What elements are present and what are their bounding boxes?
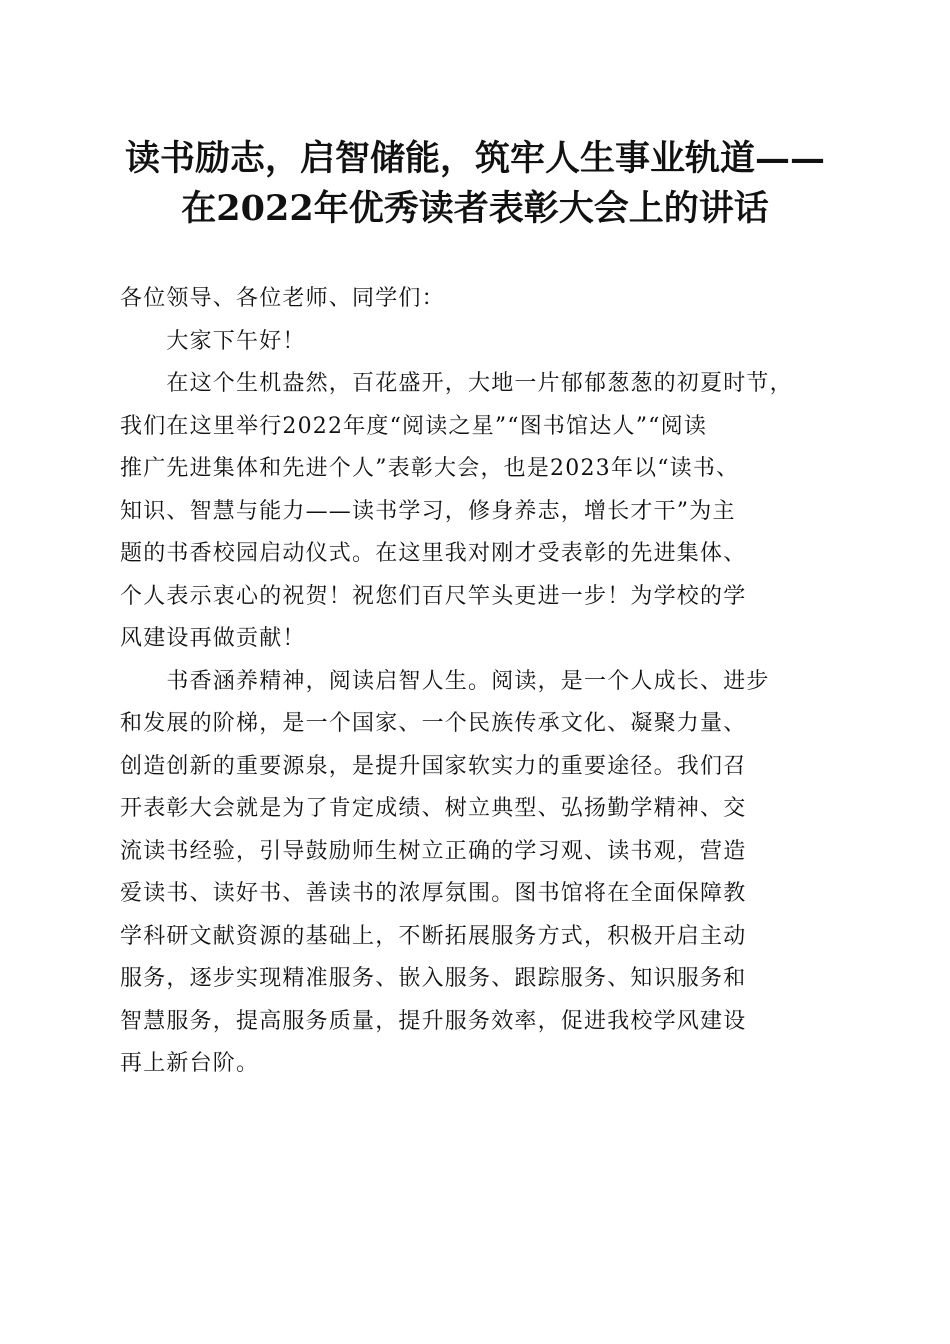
- text-line: 智慧服务，提高服务质量，提升服务效率，促进我校学风建设: [120, 1008, 747, 1034]
- title-line-1: 读书励志，启智储能，筑牢人生事业轨道——: [124, 138, 825, 179]
- text-line: 和发展的阶梯，是一个国家、一个民族传承文化、凝聚力量、: [120, 711, 747, 736]
- text-line: 开表彰大会就是为了肯定成绩、树立典型、弘扬勤学精神、交: [120, 796, 747, 821]
- title-line-2: 在2022年优秀读者表彰大会上的讲话: [181, 188, 769, 229]
- text-line: 服务，逐步实现精准服务、嵌入服务、跟踪服务、知识服务和: [120, 966, 747, 991]
- speech-body: [120, 278, 840, 1086]
- text-line: 我们在这里举行2022年度“阅读之星”“图书馆达人”“阅读: [120, 413, 708, 439]
- text-line: 学科研文献资源的基础上，不断拓展服务方式，积极开启主动: [120, 923, 747, 949]
- text-line: 风建设再做贡献！: [120, 626, 306, 651]
- text-line: 推广先进集体和先进个人”表彰大会，也是2023年以“读书、: [120, 456, 740, 481]
- text-line: 知识、智慧与能力——读书学习，修身养志，增长才干”为主: [120, 498, 736, 524]
- text-line: 流读书经验，引导鼓励师生树立正确的学习观、读书观，营造: [120, 838, 747, 864]
- text-line: 再上新台阶。: [120, 1051, 260, 1076]
- text-line: 个人表示衷心的祝贺！祝您们百尺竿头更进一步！为学校的学: [120, 583, 747, 609]
- text-line: 在这个生机盎然，百花盛开，大地一片郁郁葱葱的初夏时节，: [120, 371, 793, 396]
- text-line: 创造创新的重要源泉，是提升国家软实力的重要途径。我们召: [120, 753, 747, 779]
- text-line: 爱读书、读好书、善读书的浓厚氛围。图书馆将在全面保障教: [120, 881, 747, 906]
- text-line: 书香涵养精神，阅读启智人生。阅读，是一个人成长、进步: [120, 668, 770, 694]
- text-line: 大家下午好！: [120, 328, 306, 354]
- text-line: 各位领导、各位老师、同学们：: [120, 286, 445, 311]
- text-line: 题的书香校园启动仪式。在这里我对刚才受表彰的先进集体、: [120, 541, 747, 566]
